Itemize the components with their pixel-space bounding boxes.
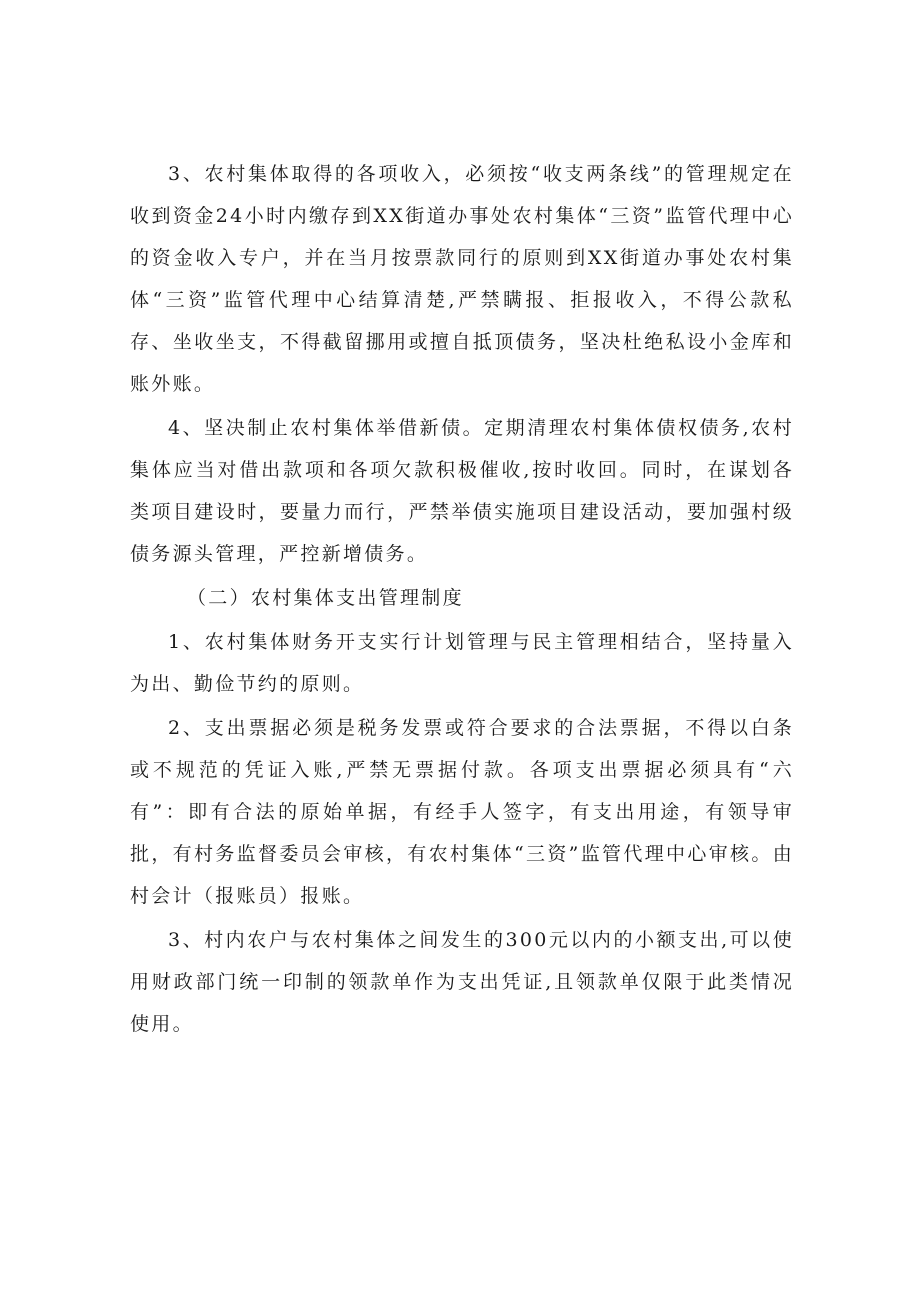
section-heading: （二）农村集体支出管理制度	[187, 587, 464, 609]
paragraph-expense-2: 2、支出票据必须是税务发票或符合要求的合法票据，不得以白条或不规范的凭证入账,严禁无票据付款。各项支出票据必须具有“六有”：即有合法的原始单据，有经手人签字，有支出用途，有领导审批，有村务监督委员会审核，有农村集体“三资”监管代理中心审核。由村会计（报账员）报账。	[130, 717, 794, 907]
paragraph-expense-1: 1、农村集体财务开支实行计划管理与民主管理相结合，坚持量入为出、勤俭节约的原则。	[130, 631, 794, 695]
paragraph-debt-4: 4、坚决制止农村集体举借新债。定期清理农村集体债权债务,农村集体应当对借出款项和各项欠款积极催收,按时收回。同时，在谋划各类项目建设时，要量力而行，严禁举债实施项目建设活动，要加强村级债务源头管理，严控新增债务。	[130, 417, 794, 565]
document-body	[130, 153, 794, 1047]
paragraph-income-3: 3、农村集体取得的各项收入，必须按“收支两条线”的管理规定在收到资金24小时内缴存到XX街道办事处农村集体“三资”监管代理中心的资金收入专户，并在当月按票款同行的原则到XX街道办事处农村集体“三资”监管代理中心结算清楚,严禁瞒报、拒报收入，不得公款私存、坐收坐支，不得截留挪用或擅自抵顶债务，坚决杜绝私设小金库和账外账。	[130, 163, 794, 395]
paragraph-expense-3: 3、村内农户与农村集体之间发生的300元以内的小额支出,可以使用财政部门统一印制的领款单作为支出凭证,且领款单仅限于此类情况使用。	[130, 929, 794, 1035]
